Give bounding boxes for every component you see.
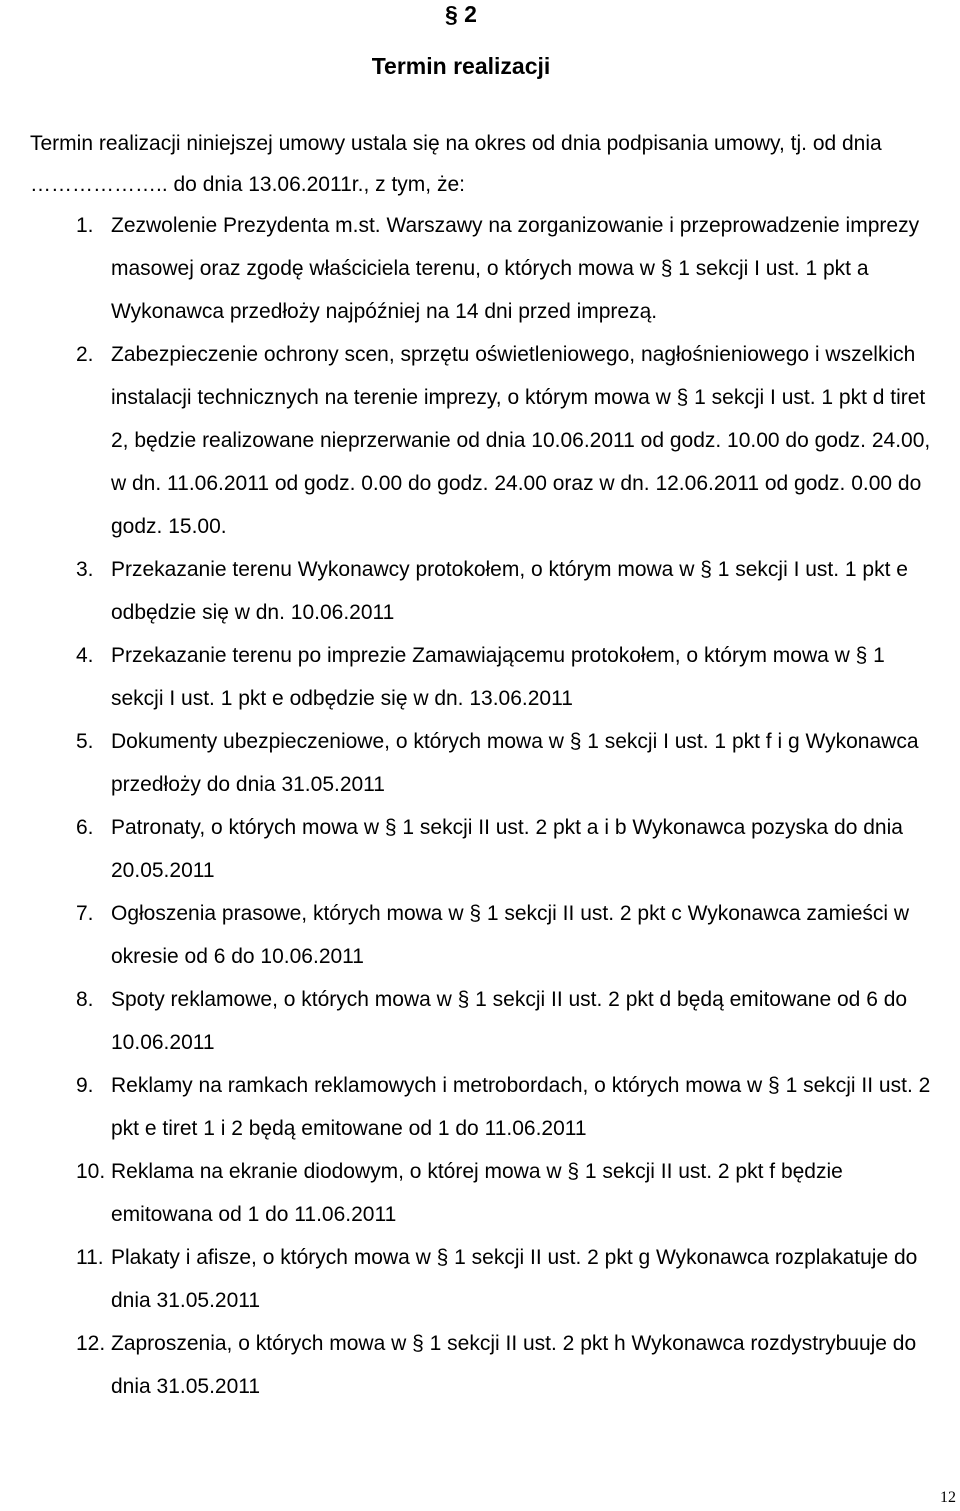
item-text: Patronaty, o których mowa w § 1 sekcji II ust. 2 pkt a i b Wykonawca pozyska do dnia 20.05.2011: [111, 816, 903, 882]
item-number: 7.: [76, 902, 94, 925]
item-text: Zaproszenia, o których mowa w § 1 sekcji II ust. 2 pkt h Wykonawca rozdystrybuuje do dnia 31.05.2011: [111, 1332, 917, 1398]
list-item-4: [0, 634, 931, 720]
list-item-8: [0, 978, 931, 1064]
item-number: 4.: [76, 644, 94, 667]
item-number: 3.: [76, 558, 94, 581]
item-text: Przekazanie terenu Wykonawcy protokołem, o którym mowa w § 1 sekcji I ust. 1 pkt e odbędzie się w dn. 10.06.2011: [111, 558, 908, 624]
list-item-12: [0, 1322, 931, 1408]
item-number: 2.: [76, 343, 94, 366]
item-number: 12.: [76, 1332, 106, 1355]
list-item-7: [0, 892, 931, 978]
list-item-11: [0, 1236, 931, 1322]
list-item-1: [0, 204, 931, 333]
item-text: Ogłoszenia prasowe, których mowa w § 1 sekcji II ust. 2 pkt c Wykonawca zamieści w okresie od 6 do 10.06.2011: [111, 902, 910, 968]
item-text: Spoty reklamowe, o których mowa w § 1 sekcji II ust. 2 pkt d będą emitowane od 6 do 10.06.2011: [111, 988, 908, 1054]
list-item-6: [0, 806, 931, 892]
page-number: 12: [940, 1489, 956, 1506]
list-item-3: [0, 548, 931, 634]
deadline-list: [0, 204, 960, 1408]
list-item-5: [0, 720, 931, 806]
item-text: Zezwolenie Prezydenta m.st. Warszawy na zorganizowanie i przeprowadzenie imprezy masowej oraz zgodę właściciela terenu, o których mowa w § 1 sekcji I ust. 1 pkt a Wykonawca przedłoży najpóźniej na 14 dni przed imprezą.: [111, 214, 920, 323]
item-text: Plakaty i afisze, o których mowa w § 1 sekcji II ust. 2 pkt g Wykonawca rozplakatuje do dnia 31.05.2011: [111, 1246, 918, 1312]
item-text: Przekazanie terenu po imprezie Zamawiającemu protokołem, o którym mowa w § 1 sekcji I ust. 1 pkt e odbędzie się w dn. 13.06.2011: [111, 644, 885, 710]
intro-paragraph: Termin realizacji niniejszej umowy ustala się na okres od dnia podpisania umowy, tj. od dnia ……………….. do dnia 13.06.2011r., z tym, że:: [30, 132, 882, 196]
item-number: 8.: [76, 988, 94, 1011]
list-item-9: [0, 1064, 931, 1150]
item-number: 10.: [76, 1160, 106, 1183]
item-text: Zabezpieczenie ochrony scen, sprzętu oświetleniowego, nagłośnieniowego i wszelkich instalacji technicznych na terenie imprezy, o którym mowa w § 1 sekcji I ust. 1 pkt d tiret 2, będzie realizowane nieprzerwanie od dnia 10.06.2011 od godz. 10.00 do godz. 24.00, w dn. 11.06.2011 od godz. 0.00 do godz. 24.00 oraz w dn. 12.06.2011 od godz. 0.00 do godz. 15.00.: [111, 343, 931, 538]
item-number: 5.: [76, 730, 94, 753]
item-text: Dokumenty ubezpieczeniowe, o których mowa w § 1 sekcji I ust. 1 pkt f i g Wykonawca przedłoży do dnia 31.05.2011: [111, 730, 919, 796]
list-item-10: [0, 1150, 931, 1236]
item-number: 6.: [76, 816, 94, 839]
section-title: Termin realizacji: [371, 53, 551, 79]
item-number: 9.: [76, 1074, 94, 1097]
item-text: Reklamy na ramkach reklamowych i metrobordach, o których mowa w § 1 sekcji II ust. 2 pkt e tiret 1 i 2 będą emitowane od 1 do 11.06.2011: [111, 1074, 931, 1140]
section-number: § 2: [445, 1, 477, 27]
item-text: Reklama na ekranie diodowym, o której mowa w § 1 sekcji II ust. 2 pkt f będzie emitowana od 1 do 11.06.2011: [111, 1160, 843, 1226]
list-item-2: [0, 333, 931, 548]
item-number: 11.: [76, 1246, 104, 1269]
item-number: 1.: [76, 214, 94, 237]
